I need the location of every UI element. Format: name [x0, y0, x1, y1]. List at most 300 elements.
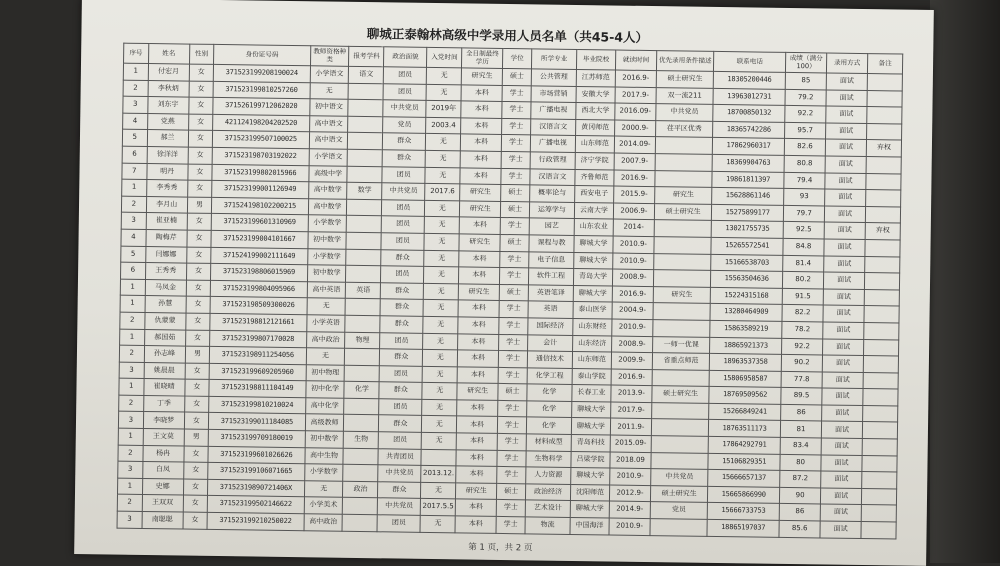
- cell-phone: 18700850132: [713, 105, 785, 123]
- cell-hire-method: 面试: [820, 521, 861, 538]
- cell-education: 研究生: [459, 234, 500, 251]
- cell-gender: 男: [184, 429, 209, 446]
- cell-id-number: 371523198509300026: [210, 297, 307, 315]
- cell-score: 79.4: [784, 172, 825, 189]
- cell-remark: [863, 356, 898, 373]
- cell-education: 研究生: [461, 68, 502, 85]
- cell-political-status: 群众: [378, 482, 421, 499]
- cell-id-number: 37152319890721406X: [208, 479, 305, 497]
- cell-subject: [343, 448, 378, 465]
- cell-education: 研究生: [456, 483, 497, 500]
- cell-major: 广播电视: [530, 135, 575, 152]
- cell-priority-condition: 硕士研究生: [650, 485, 708, 502]
- cell-name: 姚晨晨: [144, 362, 185, 379]
- cell-cert-type: 小学美术: [304, 497, 343, 514]
- column-header: 序号: [124, 43, 149, 63]
- cell-remark: [864, 339, 899, 356]
- cell-school: 济宁学院: [575, 152, 614, 169]
- cell-subject: [345, 365, 380, 382]
- cell-degree: 学士: [500, 218, 529, 235]
- cell-gender: 女: [183, 495, 208, 512]
- cell-education: 本科: [455, 516, 496, 533]
- cell-priority-condition: [655, 137, 713, 154]
- cell-study-period: 2015.09-: [610, 435, 651, 452]
- cell-degree: 学士: [500, 251, 529, 268]
- cell-degree: 学士: [498, 367, 527, 384]
- cell-education: 本科: [458, 300, 499, 317]
- cell-school: 江苏师范: [576, 69, 615, 86]
- cell-school: 安徽大学: [576, 86, 615, 103]
- cell-gender: 女: [183, 462, 208, 479]
- cell-name: 党燕: [147, 113, 188, 130]
- cell-hire-method: 面试: [825, 156, 866, 173]
- cell-hire-method: 面试: [824, 255, 865, 272]
- column-header: 录用方式: [827, 53, 868, 74]
- cell-party-date: 无: [423, 349, 458, 366]
- cell-score: 82.2: [782, 305, 823, 322]
- cell-subject: [342, 514, 377, 531]
- cell-seq: 3: [123, 96, 148, 113]
- cell-subject: [346, 265, 381, 282]
- cell-score: 91.5: [782, 288, 823, 305]
- cell-score: 92.2: [782, 338, 823, 355]
- cell-score: 83.4: [780, 437, 821, 454]
- cell-cert-type: 无: [310, 82, 349, 99]
- cell-hire-method: 面试: [825, 173, 866, 190]
- column-header: 所学专业: [531, 49, 576, 70]
- cell-study-period: 2017.9-: [615, 87, 656, 104]
- cell-id-number: 371523199601026626: [208, 446, 305, 464]
- cell-party-date: 2013.12.: [421, 466, 456, 483]
- cell-cert-type: 小学英语: [306, 315, 345, 332]
- cell-subject: [346, 249, 381, 266]
- cell-school: 西北大学: [576, 103, 615, 120]
- cell-priority-condition: 中共党员: [651, 469, 709, 486]
- cell-cert-type: 高中数学: [308, 182, 347, 199]
- cell-party-date: 无: [424, 267, 459, 284]
- cell-subject: 英语: [346, 282, 381, 299]
- cell-phone: 15266849241: [709, 403, 781, 421]
- cell-score: 77.8: [781, 371, 822, 388]
- cell-remark: [863, 405, 898, 422]
- cell-subject: [347, 216, 382, 233]
- cell-id-number: 371523199609205960: [209, 363, 306, 381]
- cell-remark: [862, 439, 897, 456]
- cell-seq: 2: [120, 312, 145, 329]
- cell-remark: [867, 90, 902, 107]
- cell-seq: 1: [118, 428, 143, 445]
- cell-education: 本科: [457, 400, 498, 417]
- cell-political-status: 团员: [377, 515, 420, 532]
- cell-remark: [865, 256, 900, 273]
- column-header: 政治面貌: [384, 47, 427, 68]
- cell-subject: [348, 149, 383, 166]
- cell-name: 李秋炳: [148, 80, 189, 97]
- cell-seq: 3: [118, 412, 143, 429]
- cell-remark: [867, 74, 902, 91]
- cell-party-date: 无: [427, 67, 462, 84]
- cell-major: 国际经济: [528, 318, 573, 335]
- cell-gender: 女: [187, 164, 212, 181]
- cell-gender: 女: [186, 247, 211, 264]
- cell-subject: [345, 315, 380, 332]
- cell-education: 本科: [456, 450, 497, 467]
- cell-gender: 女: [188, 97, 213, 114]
- cell-gender: 女: [186, 263, 211, 280]
- cell-phone: 18865197037: [707, 519, 779, 537]
- cell-cert-type: 高级中学: [308, 165, 347, 182]
- cell-party-date: 2017.5.5: [421, 499, 456, 516]
- cell-subject: [346, 232, 381, 249]
- cell-degree: 学士: [501, 168, 530, 185]
- cell-study-period: 2012.9-: [609, 485, 650, 502]
- cell-seq: 5: [122, 130, 147, 147]
- cell-political-status: 群众: [383, 133, 426, 150]
- cell-school: 聊城大学: [573, 285, 612, 302]
- cell-hire-method: 面试: [822, 355, 863, 372]
- cell-name: 王文莫: [143, 429, 184, 446]
- cell-score: 81: [780, 421, 821, 438]
- cell-phone: 18763511173: [709, 420, 781, 438]
- cell-seq: 6: [122, 146, 147, 163]
- cell-id-number: 371523198703192022: [212, 147, 309, 165]
- column-header: 性别: [189, 44, 214, 64]
- cell-gender: 女: [186, 296, 211, 313]
- cell-gender: 女: [184, 379, 209, 396]
- cell-id-number: 371523198911254056: [210, 346, 307, 364]
- cell-party-date: 2003.4: [426, 117, 461, 134]
- cell-id-number: 371524199002111649: [211, 247, 308, 265]
- cell-name: 郝国茹: [144, 329, 185, 346]
- cell-seq: 7: [122, 163, 147, 180]
- cell-school: 聊城大学: [571, 418, 610, 435]
- cell-priority-condition: [654, 220, 712, 237]
- cell-remark: [862, 455, 897, 472]
- cell-subject: [344, 398, 379, 415]
- cell-seq: 2: [119, 395, 144, 412]
- cell-priority-condition: 省重点师范: [652, 353, 710, 370]
- cell-school: 山东财经: [573, 318, 612, 335]
- cell-cert-type: 高中英语: [307, 281, 346, 298]
- cell-study-period: 2016.9-: [612, 286, 653, 303]
- cell-major: 公共管理: [531, 69, 576, 86]
- cell-phone: 18865921373: [710, 337, 782, 355]
- cell-remark: [863, 389, 898, 406]
- cell-phone: 18369904763: [712, 154, 784, 172]
- cell-major: 化学: [527, 384, 572, 401]
- cell-hire-method: 面试: [821, 455, 862, 472]
- cell-degree: 学士: [499, 301, 528, 318]
- cell-phone: 17862960317: [713, 138, 785, 156]
- cell-major: 园艺: [529, 218, 574, 235]
- cell-study-period: 2014.09-: [614, 136, 655, 153]
- cell-subject: 生物: [344, 431, 379, 448]
- column-header: 成绩（满分100）: [786, 52, 827, 73]
- cell-id-number: 371523199802015966: [212, 164, 309, 182]
- cell-subject: 物理: [345, 332, 380, 349]
- cell-degree: 学士: [502, 102, 531, 119]
- cell-seq: 2: [118, 445, 143, 462]
- cell-school: 中国海洋: [570, 517, 609, 534]
- cell-school: 山东农业: [574, 219, 613, 236]
- cell-cert-type: 高中语文: [309, 132, 348, 149]
- cell-party-date: 无: [426, 134, 461, 151]
- cell-cert-type: 无: [306, 348, 345, 365]
- cell-score: 86: [779, 504, 820, 521]
- cell-cert-type: 高中生物: [304, 447, 343, 464]
- cell-political-status: 团员: [379, 365, 422, 382]
- cell-political-status: 群众: [381, 282, 424, 299]
- cell-seq: 4: [121, 229, 146, 246]
- cell-political-status: 团员: [380, 332, 423, 349]
- cell-education: 研究生: [460, 201, 501, 218]
- cell-party-date: 无: [422, 366, 457, 383]
- cell-priority-condition: 研究生: [653, 286, 711, 303]
- cell-score: 80: [780, 454, 821, 471]
- cell-political-status: 中共党员: [383, 100, 426, 117]
- cell-political-status: 团员: [381, 233, 424, 250]
- cell-cert-type: 初中数学: [307, 232, 346, 249]
- cell-study-period: 2015.9-: [614, 186, 655, 203]
- cell-degree: 学士: [499, 334, 528, 351]
- cell-education: 本科: [461, 101, 502, 118]
- cell-phone: 15563504636: [711, 271, 783, 289]
- cell-name: 丁季: [143, 395, 184, 412]
- cell-education: 本科: [458, 333, 499, 350]
- cell-degree: 学士: [497, 433, 526, 450]
- cell-cert-type: 高中政治: [304, 514, 343, 531]
- cell-cert-type: 高级教师: [305, 414, 344, 431]
- cell-hire-method: 面试: [822, 372, 863, 389]
- cell-political-status: 共青团员: [378, 448, 421, 465]
- cell-cert-type: 小学数学: [304, 464, 343, 481]
- cell-gender: 女: [184, 396, 209, 413]
- cell-remark: [866, 190, 901, 207]
- cell-major: 运筹学与: [529, 202, 574, 219]
- cell-subject: 政治: [343, 481, 378, 498]
- cell-school: 青岛大学: [573, 269, 612, 286]
- cell-id-number: 371523199004101667: [211, 230, 308, 248]
- cell-hire-method: 面试: [824, 272, 865, 289]
- cell-hire-method: 面试: [820, 488, 861, 505]
- column-header: 就读时间: [615, 50, 656, 71]
- cell-school: 西安电子: [575, 186, 614, 203]
- cell-remark: [867, 123, 902, 140]
- document-page: [74, 0, 934, 566]
- cell-major: 英语笔译: [528, 285, 573, 302]
- cell-id-number: 371523199601310969: [211, 214, 308, 232]
- cell-priority-condition: [653, 303, 711, 320]
- cell-hire-method: 面试: [826, 106, 867, 123]
- cell-name: 闫娜娜: [145, 246, 186, 263]
- cell-major: 会计: [527, 334, 572, 351]
- cell-political-status: 团员: [381, 216, 424, 233]
- cell-party-date: 无: [425, 200, 460, 217]
- cell-remark: [865, 239, 900, 256]
- cell-gender: 女: [186, 280, 211, 297]
- cell-major: 生物科学: [526, 450, 571, 467]
- cell-subject: [348, 133, 383, 150]
- column-header: 入党时间: [427, 47, 462, 67]
- cell-political-status: 党员: [383, 117, 426, 134]
- cell-gender: 女: [187, 230, 212, 247]
- cell-political-status: 中共党员: [378, 498, 421, 515]
- cell-id-number: 371523199709180019: [208, 429, 305, 447]
- cell-remark: [864, 289, 899, 306]
- cell-gender: 女: [187, 180, 212, 197]
- cell-study-period: 2011.9-: [610, 418, 651, 435]
- cell-major: 化学: [527, 401, 572, 418]
- cell-political-status: 群众: [379, 415, 422, 432]
- cell-priority-condition: [651, 452, 709, 469]
- cell-major: 化学工程: [527, 368, 572, 385]
- cell-party-date: 无: [422, 416, 457, 433]
- cell-score: 78.2: [782, 321, 823, 338]
- cell-remark: [861, 522, 896, 539]
- cell-seq: 3: [119, 362, 144, 379]
- cell-phone: 18963537358: [710, 353, 782, 371]
- cell-major: 英语: [528, 301, 573, 318]
- cell-seq: 1: [120, 279, 145, 296]
- cell-major: 艺术设计: [525, 500, 570, 517]
- cell-gender: 女: [185, 363, 210, 380]
- column-header: 报考学科: [349, 46, 384, 66]
- cell-priority-condition: 硕士研究生: [652, 386, 710, 403]
- cell-subject: [345, 299, 380, 316]
- cell-political-status: 群众: [380, 349, 423, 366]
- cell-political-status: 群众: [381, 249, 424, 266]
- cell-subject: [345, 348, 380, 365]
- cell-id-number: 371524198102200215: [212, 197, 309, 215]
- column-header: 姓名: [148, 44, 189, 65]
- cell-cert-type: 初中化学: [305, 381, 344, 398]
- cell-priority-condition: [650, 519, 708, 536]
- cell-education: 本科: [455, 499, 496, 516]
- column-header: 优先录用条件描述: [656, 51, 714, 72]
- cell-name: 李月山: [146, 196, 187, 213]
- cell-subject: [348, 116, 383, 133]
- cell-major: 汉语言文: [530, 168, 575, 185]
- cell-school: 泰山学院: [572, 368, 611, 385]
- cell-remark: [866, 157, 901, 174]
- cell-hire-method: 面试: [824, 206, 865, 223]
- cell-party-date: 无: [424, 233, 459, 250]
- cell-cert-type: 高中政治: [306, 331, 345, 348]
- column-header: 学位: [503, 48, 532, 68]
- cell-gender: 女: [189, 81, 214, 98]
- cell-seq: 1: [120, 329, 145, 346]
- cell-subject: [347, 166, 382, 183]
- cell-major: 概率论与: [530, 185, 575, 202]
- cell-name: 明丹: [146, 163, 187, 180]
- cell-study-period: 2006.9-: [613, 203, 654, 220]
- cell-score: 93: [784, 189, 825, 206]
- column-header: 教师资格种类: [310, 46, 349, 67]
- cell-score: 82.6: [784, 139, 825, 156]
- cell-political-status: 团员: [384, 67, 427, 84]
- cell-subject: [349, 83, 384, 100]
- cell-study-period: 2008.9-: [611, 336, 652, 353]
- cell-priority-condition: [652, 369, 710, 386]
- cell-hire-method: 面试: [824, 239, 865, 256]
- cell-gender: 女: [188, 147, 213, 164]
- cell-cert-type: 高中语文: [309, 116, 348, 133]
- cell-education: 本科: [459, 267, 500, 284]
- cell-name: 孙慧: [145, 296, 186, 313]
- cell-degree: 硕士: [499, 284, 528, 301]
- cell-subject: [348, 99, 383, 116]
- cell-party-date: 无: [422, 399, 457, 416]
- cell-degree: 学士: [502, 135, 531, 152]
- cell-phone: 13963012731: [713, 88, 785, 106]
- cell-id-number: 371523199106071665: [208, 463, 305, 481]
- cell-gender: 男: [187, 197, 212, 214]
- cell-study-period: 2017.9-: [611, 402, 652, 419]
- cell-major: 行政管理: [530, 152, 575, 169]
- roster-body: [117, 63, 902, 538]
- cell-political-status: 团员: [381, 266, 424, 283]
- cell-party-date: 无: [423, 333, 458, 350]
- cell-study-period: 2016.9-: [611, 369, 652, 386]
- cell-hire-method: 面试: [821, 438, 862, 455]
- cell-major: 通信技术: [527, 351, 572, 368]
- cell-hire-method: 面试: [822, 388, 863, 405]
- column-header: 备注: [868, 54, 903, 74]
- cell-degree: 学士: [499, 351, 528, 368]
- cell-education: 本科: [460, 151, 501, 168]
- cell-party-date: 无: [421, 482, 456, 499]
- cell-hire-method: 面试: [823, 305, 864, 322]
- cell-degree: 硕士: [498, 384, 527, 401]
- cell-degree: 硕士: [502, 68, 531, 85]
- cell-phone: 18305200446: [714, 71, 786, 89]
- cell-study-period: 2018.09: [610, 452, 651, 469]
- cell-id-number: 371523199507100025: [213, 131, 310, 149]
- cell-major: 化学: [526, 417, 571, 434]
- cell-hire-method: 面试: [822, 405, 863, 422]
- cell-phone: 19861811397: [712, 171, 784, 189]
- cell-seq: 5: [121, 246, 146, 263]
- cell-remark: [864, 322, 899, 339]
- cell-party-date: 无: [426, 84, 461, 101]
- cell-id-number: 371526199712062020: [213, 98, 310, 116]
- cell-name: 杨冉: [143, 445, 184, 462]
- cell-id-number: 371523199810257260: [213, 81, 310, 99]
- cell-score: 84.8: [783, 238, 824, 255]
- cell-score: 81.4: [783, 255, 824, 272]
- cell-study-period: 2008.9-: [612, 269, 653, 286]
- cell-name: 郝兰: [147, 130, 188, 147]
- cell-education: 研究生: [458, 284, 499, 301]
- cell-name: 马凤金: [145, 279, 186, 296]
- cell-study-period: 2009.9-: [611, 352, 652, 369]
- cell-remark: [862, 472, 897, 489]
- cell-study-period: 2014-: [613, 219, 654, 236]
- cell-remark: [864, 306, 899, 323]
- cell-id-number: 371523198811104149: [209, 380, 306, 398]
- cell-degree: 学士: [497, 467, 526, 484]
- cell-priority-condition: 研究生: [655, 187, 713, 204]
- cell-major: 课程与教: [529, 235, 574, 252]
- cell-degree: 学士: [496, 516, 525, 533]
- cell-school: 沈阳师范: [570, 484, 609, 501]
- cell-cert-type: 无: [307, 298, 346, 315]
- cell-political-status: 团员: [378, 432, 421, 449]
- cell-seq: 2: [119, 345, 144, 362]
- cell-id-number: 421124198204202520: [213, 114, 310, 132]
- cell-gender: 女: [187, 213, 212, 230]
- roster-table: [117, 43, 904, 539]
